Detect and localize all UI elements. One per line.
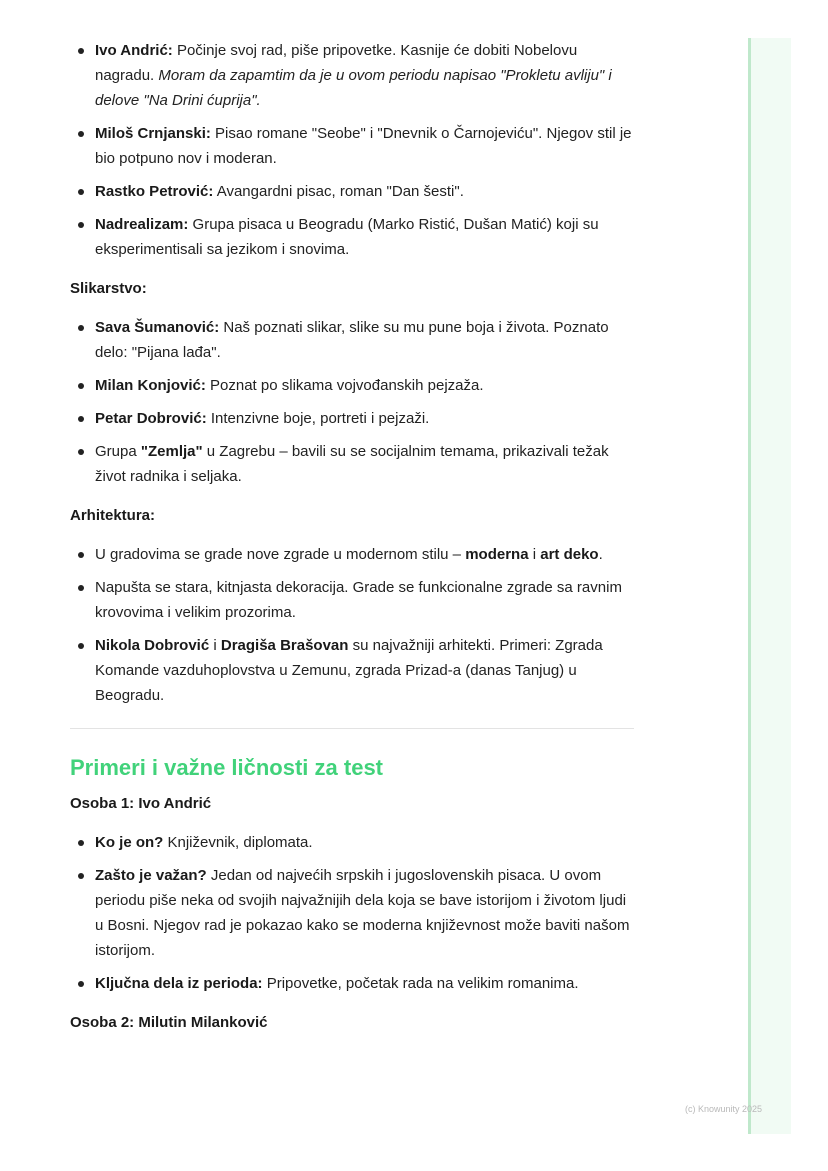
copyright-footer: (c) Knowunity 2025 [685, 1104, 763, 1114]
list-item: Milan Konjović: Poznat po slikama vojvođanskih pejzaža. [70, 373, 636, 398]
list-item: Miloš Crnjanski: Pisao romane "Seobe" i "Dnevnik o Čarnojeviću". Njegov stil je bio potpuno nov i moderan. [70, 121, 636, 171]
person1-list [70, 830, 636, 996]
list-item: Ivo Andrić: Počinje svoj rad, piše pripovetke. Kasnije će dobiti Nobelovu nagradu. Moram da zapamtim da je u ovom periodu napisao "Prokletu avliju" i delove "Na Drini ćuprija". [70, 38, 636, 113]
list-item: Zašto je važan? Jedan od najvećih srpskih i jugoslovenskih pisaca. U ovom periodu piše neka od svojih najvažnijih dela koja se bave istorijom i životom ljudi u Bosni. Njegov rad je pokazao kako se moderna književnost može baviti našom istorijom. [70, 863, 636, 963]
list-item: Grupa "Zemlja" u Zagrebu – bavili su se socijalnim temama, prikazivali težak život radnika i seljaka. [70, 439, 636, 489]
list-item: Napušta se stara, kitnjasta dekoracija. Grade se funkcionalne zgrade sa ravnim krovovima i velikim prozorima. [70, 575, 636, 625]
list-item: Ključna dela iz perioda: Pripovetke, početak rada na velikim romanima. [70, 971, 636, 996]
section-divider [70, 728, 634, 729]
list-item: Sava Šumanović: Naš poznati slikar, slike su mu pune boja i života. Poznato delo: "Pijana lađa". [70, 315, 636, 365]
list-item: Nikola Dobrović i Dragiša Brašovan su najvažniji arhitekti. Primeri: Zgrada Komande vazduhoplovstva u Zemunu, zgrada Prizad-a (danas Tanjug) u Beogradu. [70, 633, 636, 708]
list-item: Nadrealizam: Grupa pisaca u Beogradu (Marko Ristić, Dušan Matić) koji su eksperimentisali sa jezikom i snovima. [70, 212, 636, 262]
architecture-heading: Arhitektura: [70, 507, 156, 524]
side-panel [748, 38, 791, 1134]
section-title: Primeri i važne ličnosti za test [70, 755, 384, 780]
list-item: Petar Dobrović: Intenzivne boje, portreti i pejzaži. [70, 406, 636, 431]
document-content [70, 38, 636, 1035]
painting-list [70, 315, 636, 489]
list-item: Rastko Petrović: Avangardni pisac, roman "Dan šesti". [70, 179, 636, 204]
list-item: U gradovima se grade nove zgrade u modernom stilu – moderna i art deko. [70, 542, 636, 567]
person2-heading: Osoba 2: Milutin Milanković [70, 1014, 268, 1031]
list-item: Ko je on? Književnik, diplomata. [70, 830, 636, 855]
painting-heading: Slikarstvo: [70, 280, 147, 297]
person1-heading: Osoba 1: Ivo Andrić [70, 795, 212, 812]
intro-list [70, 38, 636, 262]
architecture-list [70, 542, 636, 708]
